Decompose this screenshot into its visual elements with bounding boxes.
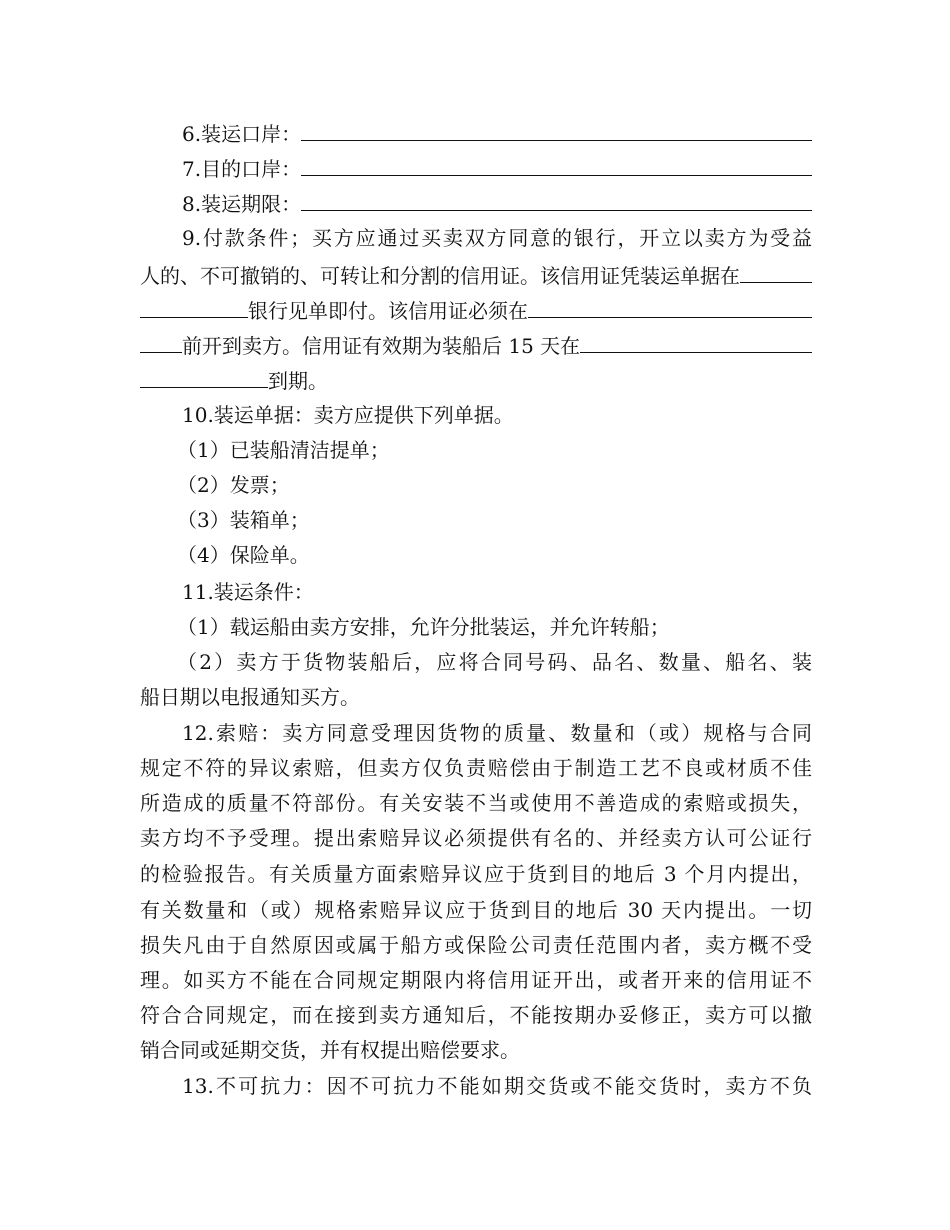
shipment-term-item-2-line-2: 船日期以电报通知买方。 <box>140 685 360 709</box>
shipment-term-item-2-line-1: （2）卖方于货物装船后，应将合同号码、品名、数量、船名、装 <box>177 650 812 674</box>
field-port-of-shipment <box>182 114 812 148</box>
fill-in-blank[interactable] <box>301 114 812 141</box>
fill-in-blank[interactable] <box>740 256 812 283</box>
document-item: （1）已装船清洁提单； <box>177 438 390 462</box>
force-majeure-line-1: 13.不可抗力：因不可抗力不能如期交货或不能交货时，卖方不负 <box>182 1074 812 1098</box>
claims-line: 规定不符的异议索赔，但卖方仅负责赔偿由于制造工艺不良或材质不佳 <box>140 756 812 780</box>
claims-line: 损失凡由于自然原因或属于船方或保险公司责任范围内者，卖方概不受 <box>140 933 812 957</box>
field-label: 6.装运口岸： <box>182 122 302 146</box>
shipment-terms-heading: 11.装运条件： <box>182 580 314 604</box>
payment-line-4 <box>140 326 812 360</box>
fill-in-blank[interactable] <box>301 149 812 176</box>
claims-line: 销合同或延期交货，并有权提出赔偿要求。 <box>140 1038 520 1062</box>
documents-heading: 10.装运单据：卖方应提供下列单据。 <box>182 403 514 427</box>
claims-line: 符合合同规定，而在接到卖方通知后，不能按期办妥修正，卖方可以撤 <box>140 1003 812 1027</box>
payment-text: 银行见单即付。该信用证必须在 <box>248 299 528 323</box>
payment-line-2 <box>140 256 812 290</box>
payment-line-1: 9.付款条件；买方应通过买卖双方同意的银行，开立以卖方为受益 <box>182 226 812 250</box>
payment-line-5 <box>140 361 812 395</box>
field-port-of-destination <box>182 149 812 183</box>
document-item: （2）发票； <box>177 473 290 497</box>
document-item: （3）装箱单； <box>177 508 310 532</box>
claims-line: 卖方均不予受理。提出索赔异议必须提供有名的、并经卖方认可公证行 <box>140 826 812 850</box>
field-label: 7.目的口岸： <box>182 157 302 181</box>
claims-line: 12.索赔：卖方同意受理因货物的质量、数量和（或）规格与合同 <box>182 721 812 745</box>
payment-text: 到期。 <box>268 369 328 393</box>
payment-line-3 <box>140 291 812 325</box>
claims-line: 理。如买方不能在合同规定期限内将信用证开出，或者开来的信用证不 <box>140 968 812 992</box>
fill-in-blank[interactable] <box>580 326 812 353</box>
fill-in-blank[interactable] <box>140 361 268 388</box>
shipment-term-item-1: （1）载运船由卖方安排，允许分批装运，并允许转船； <box>177 615 670 639</box>
payment-text: 人的、不可撤销的、可转让和分割的信用证。该信用证凭装运单据在 <box>140 264 740 288</box>
payment-text: 前开到卖方。信用证有效期为装船后 15 天在 <box>182 334 581 358</box>
field-label: 8.装运期限： <box>182 192 302 216</box>
document-item: （4）保险单。 <box>177 543 310 567</box>
claims-line: 所造成的质量不符部份。有关安装不当或使用不善造成的索赔或损失， <box>140 791 812 815</box>
fill-in-blank[interactable] <box>528 291 812 318</box>
field-shipment-period <box>182 184 812 218</box>
fill-in-blank[interactable] <box>140 326 182 353</box>
fill-in-blank[interactable] <box>140 291 248 318</box>
claims-line: 有关数量和（或）规格索赔异议应于货到目的地后 30 天内提出。一切 <box>140 898 812 922</box>
fill-in-blank[interactable] <box>301 184 812 211</box>
claims-line: 的检验报告。有关质量方面索赔异议应于货到目的地后 3 个月内提出， <box>140 862 812 886</box>
